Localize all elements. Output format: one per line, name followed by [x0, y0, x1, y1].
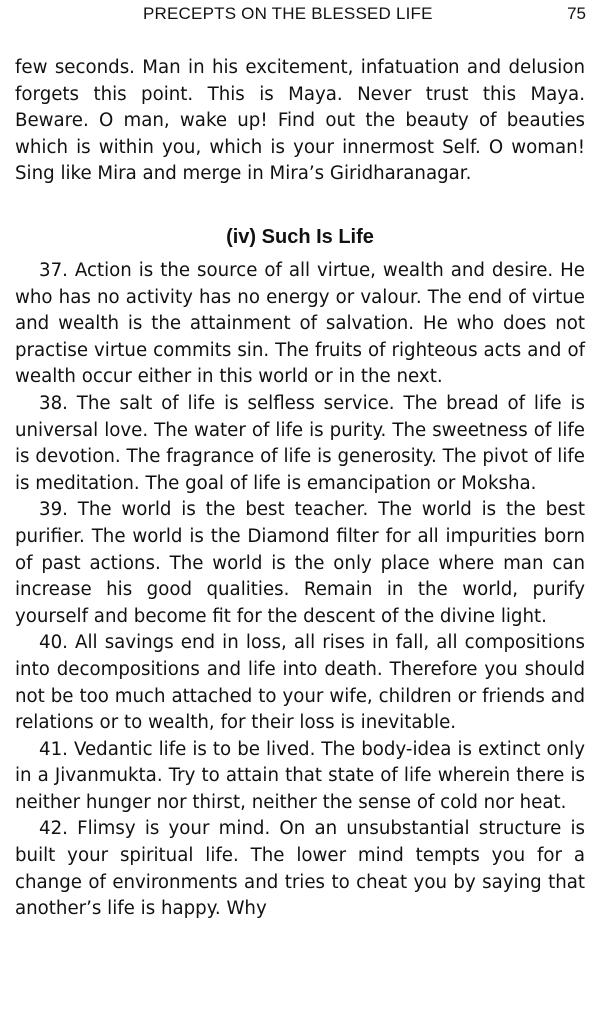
intro-paragraph: few seconds. Man in his excitement, infatuation and delusion forgets this point. This is Maya. Never trust this Maya. Beware. O man, wake up! Find out the beauty of beauties which is within you, which is your innermost Self. O woman! Sing like Mira and merge in Mira’s Giridharanagar. [15, 57, 585, 185]
paragraph-41: 41. Vedantic life is to be lived. The body-idea is extinct only in a Jivanmukta. Try to attain that state of life wherein there is neither hunger nor thirst, neither the sense of cold nor heat. [15, 738, 585, 813]
paragraph-39: 39. The world is the best teacher. The world is the best purifier. The world is the Diamond filter for all impurities born of past actions. The world is the only place where man can increase his good qualities. Remain in the world, purify yourself and become fit for the descent of the divine light. [15, 499, 585, 627]
intro-paragraph-block [15, 55, 585, 188]
running-head-title: PRECEPTS ON THE BLESSED LIFE [143, 4, 433, 23]
paragraph-42: 42. Flimsy is your mind. On an unsubstantial structure is built your spiritual life. The lower mind tempts you for a change of environments and tries to cheat you by saying that another’s life is happy. Why [15, 818, 585, 920]
paragraph-37: 37. Action is the source of all virtue, wealth and desire. He who has no activity has no energy or valour. The end of virtue and wealth is the attainment of salvation. He who does not practise virtue commits sin. The fruits of righteous acts and of wealth occur either in this world or in the next. [15, 260, 585, 388]
numbered-paragraphs [15, 258, 585, 923]
paragraph-40: 40. All savings end in loss, all rises in fall, all compositions into decompositions and life into death. Therefore you should not be too much attached to your wife, children or friends and relations or to wealth, for their loss is inevitable. [15, 632, 585, 734]
paragraph-38: 38. The salt of life is selfless service. The bread of life is universal love. The water of life is purity. The sweetness of life is devotion. The fragrance of life is generosity. The pivot of life is meditation. The goal of life is emancipation or Moksha. [15, 392, 585, 494]
section-heading: (iv) Such Is Life [226, 226, 374, 248]
page-number: 75 [567, 4, 586, 23]
